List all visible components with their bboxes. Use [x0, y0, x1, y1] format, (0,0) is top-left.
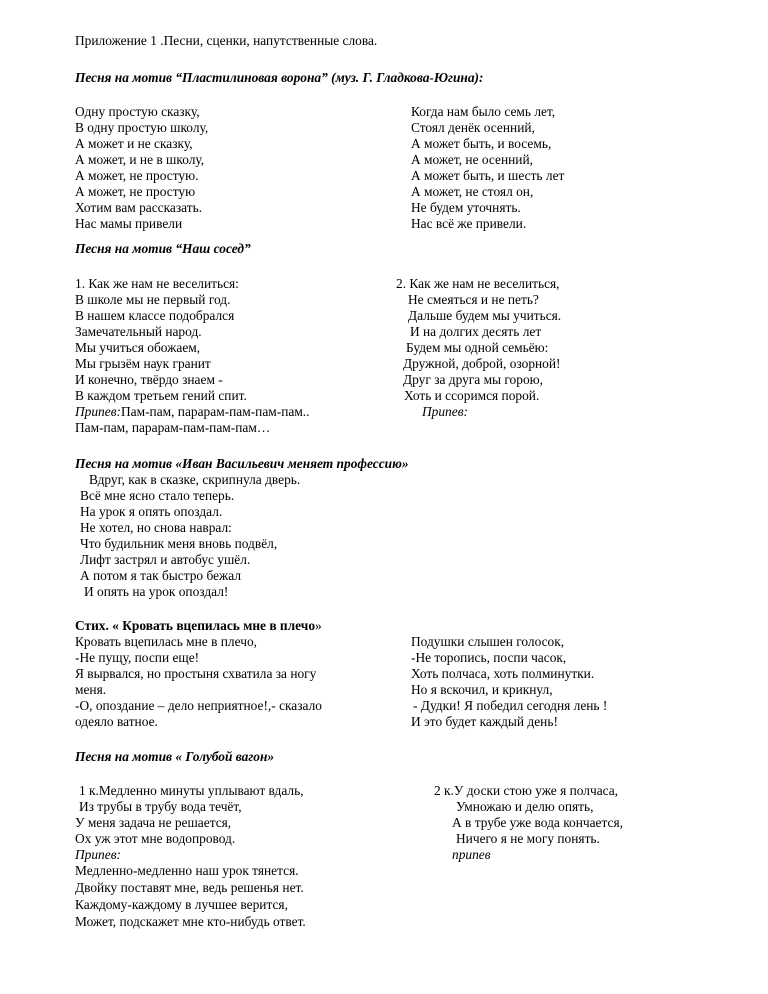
verse-line: В нашем классе подобрался — [75, 308, 235, 323]
poem-title — [75, 617, 322, 634]
verse-line: И на долгих десять лет — [410, 324, 542, 339]
song1-title: Песня на мотив “Пластилиновая ворона” (муз. Г. Гладкова-Югина): — [75, 70, 484, 85]
verse-line: И конечно, твёрдо знаем - — [75, 372, 223, 387]
verse-line: А в трубе уже вода кончается, — [452, 815, 623, 830]
chorus-line: Медленно-медленно наш урок тянется. — [75, 863, 299, 878]
chorus-label: Припев: — [75, 847, 121, 862]
verse-line: Из трубы в трубу вода течёт, — [79, 799, 242, 814]
verse-line: В школе мы не первый год. — [75, 292, 231, 307]
verse-line: На урок я опять опоздал. — [80, 504, 223, 519]
verse-line: 2 к.У доски стою уже я полчаса, — [434, 783, 619, 798]
poem-title-bold: Стих. « Кровать вцепилась мне в плечо — [75, 618, 316, 633]
verse-line: Всё мне ясно стало теперь. — [80, 488, 235, 503]
verse-line: А может быть, и шесть лет — [411, 168, 565, 183]
verse-line: Стоял денёк осенний, — [411, 120, 535, 135]
verse-line: А может, не осенний, — [411, 152, 533, 167]
song4-title: Песня на мотив « Голубой вагон» — [75, 749, 275, 764]
verse-line: Друг за друга мы горою, — [403, 372, 543, 387]
verse-line: Замечательный народ. — [75, 324, 202, 339]
verse-line: Вдруг, как в сказке, скрипнула дверь. — [89, 472, 301, 487]
verse-line: А потом я так быстро бежал — [80, 568, 242, 583]
verse-line: В каждом третьем гений спит. — [75, 388, 247, 403]
chorus-line: Двойку поставят мне, ведь решенья нет. — [75, 880, 304, 895]
verse-line: Одну простую сказку, — [75, 104, 200, 119]
verse-line: -Не пущу, поспи еще! — [75, 650, 200, 665]
verse-line: А может и не сказку, — [75, 136, 193, 151]
verse-line: А может, и не в школу, — [75, 152, 205, 167]
verse-line: И опять на урок опоздал! — [84, 584, 229, 599]
verse-line: одеяло ватное. — [75, 714, 158, 729]
verse-line: 1. Как же нам не веселиться: — [75, 276, 239, 291]
chorus-label: Припев: — [422, 404, 468, 419]
verse-line: В одну простую школу, — [75, 120, 209, 135]
verse-line: -Не торопись, поспи часок, — [411, 650, 567, 665]
verse-line: А может, не стоял он, — [411, 184, 534, 199]
chorus-line: Пам-пам, парарам-пам-пам-пам… — [75, 420, 271, 435]
verse-line: 1 к.Медленно минуты уплывают вдаль, — [79, 783, 304, 798]
verse-line: Подушки слышен голосок, — [411, 634, 565, 649]
song3-title: Песня на мотив «Иван Васильевич меняет профессию» — [75, 456, 409, 471]
verse-line: Не будем уточнять. — [411, 200, 521, 215]
song2-title: Песня на мотив “Наш сосед” — [75, 241, 251, 256]
poem-title-end: » — [315, 618, 322, 633]
verse-line: Хоть полчаса, хоть полминутки. — [411, 666, 595, 681]
verse-line: Умножаю и делю опять, — [456, 799, 594, 814]
verse-line: меня. — [75, 682, 107, 697]
verse-line: Но я вскочил, и крикнул, — [411, 682, 553, 697]
verse-line: Ничего я не могу понять. — [456, 831, 600, 846]
chorus-label: припев — [452, 847, 491, 862]
verse-line: У меня задача не решается, — [75, 815, 232, 830]
chorus-line: Каждому-каждому в лучшее верится, — [75, 897, 288, 912]
verse-line: Мы грызём наук гранит — [75, 356, 211, 371]
verse-line: Лифт застрял и автобус ушёл. — [80, 552, 251, 567]
verse-line: И это будет каждый день! — [411, 714, 558, 729]
chorus-label: Припев: — [75, 404, 121, 419]
verse-line: Ох уж этот мне водопровод. — [75, 831, 236, 846]
chorus-line: Может, подскажет мне кто-нибудь ответ. — [75, 914, 306, 929]
verse-line: Кровать вцепилась мне в плечо, — [75, 634, 257, 649]
verse-line: Когда нам было семь лет, — [411, 104, 556, 119]
verse-line: А может быть, и восемь, — [411, 136, 552, 151]
chorus-line — [75, 403, 310, 420]
verse-line: Я вырвался, но простыня схватила за ногу — [75, 666, 317, 681]
verse-line: Дальше будем мы учиться. — [408, 308, 562, 323]
chorus-text: Пам-пам, парарам-пам-пам-пам.. — [120, 404, 310, 419]
verse-line: Что будильник меня вновь подвёл, — [80, 536, 278, 551]
verse-line: А может, не простую. — [75, 168, 199, 183]
verse-line: А может, не простую — [75, 184, 196, 199]
verse-line: 2. Как же нам не веселиться, — [396, 276, 560, 291]
verse-line: Мы учиться обожаем, — [75, 340, 201, 355]
verse-line: Нас всё же привели. — [411, 216, 527, 231]
verse-line: -О, опоздание – дело неприятное!,- сказало — [75, 698, 322, 713]
verse-line: Не смеяться и не петь? — [408, 292, 539, 307]
verse-line: Нас мамы привели — [75, 216, 183, 231]
verse-line: Хотим вам рассказать. — [75, 200, 203, 215]
appendix-header: Приложение 1 .Песни, сценки, напутственные слова. — [75, 33, 378, 48]
verse-line: Хоть и ссоримся порой. — [404, 388, 540, 403]
verse-line: Не хотел, но снова наврал: — [80, 520, 232, 535]
verse-line: Дружной, доброй, озорной! — [403, 356, 561, 371]
verse-line: - Дудки! Я победил сегодня лень ! — [413, 698, 608, 713]
verse-line: Будем мы одной семьёю: — [406, 340, 549, 355]
